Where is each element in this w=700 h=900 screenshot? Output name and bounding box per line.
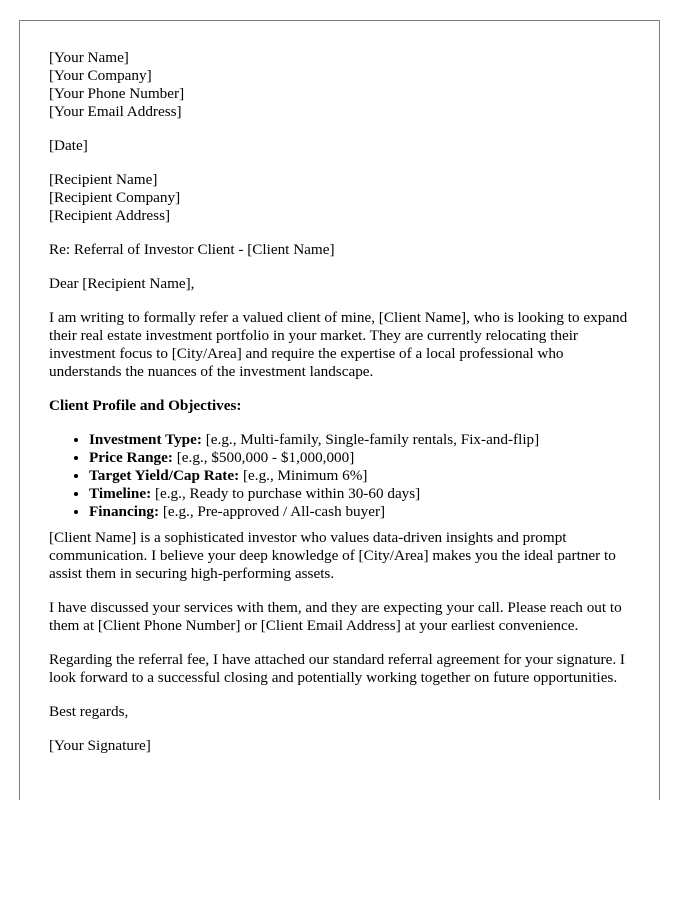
profile-item-value: [e.g., Multi-family, Single-family rentals, Fix-and-flip] — [201, 431, 540, 448]
sender-block — [49, 49, 639, 121]
subject-line: Re: Referral of Investor Client - [Client Name] — [49, 241, 335, 258]
profile-item-target-yield — [89, 467, 639, 485]
profile-item-label: Investment Type: — [89, 431, 202, 448]
letter-page — [19, 20, 660, 800]
client-paragraph: [Client Name] is a sophisticated investor who values data-driven insights and prompt communication. I believe your deep knowledge of [City/Area] makes you the ideal partner to assist them in securing high-performing assets. — [49, 529, 616, 582]
sender-company: [Your Company] — [49, 67, 152, 84]
sender-name: [Your Name] — [49, 49, 129, 66]
profile-list — [49, 431, 639, 521]
contact-paragraph: I have discussed your services with them, and they are expecting your call. Please reach out to them at [Client Phone Number] or [Client Email Address] at your earliest convenience. — [49, 599, 622, 634]
letter-body — [49, 49, 639, 771]
profile-item-label: Price Range: — [89, 449, 173, 466]
recipient-block — [49, 171, 639, 225]
fee-paragraph: Regarding the referral fee, I have attached our standard referral agreement for your signature. I look forward to a successful closing and potentially working together on future opportunities. — [49, 651, 625, 686]
profile-item-value: [e.g., Minimum 6%] — [239, 467, 368, 484]
recipient-name: [Recipient Name] — [49, 171, 158, 188]
profile-item-price-range — [89, 449, 639, 467]
profile-item-investment-type — [89, 431, 639, 449]
intro-paragraph: I am writing to formally refer a valued client of mine, [Client Name], who is looking to expand their real estate investment portfolio in your market. They are currently relocating their investment focus to [City/Area] and require the expertise of a local professional who understands the nuances of the investment landscape. — [49, 309, 628, 380]
salutation: Dear [Recipient Name], — [49, 275, 195, 292]
profile-item-label: Timeline: — [89, 485, 152, 502]
profile-item-financing — [89, 503, 639, 521]
profile-item-label: Target Yield/Cap Rate: — [89, 467, 240, 484]
sender-email: [Your Email Address] — [49, 103, 182, 120]
signature: [Your Signature] — [49, 737, 151, 754]
recipient-company: [Recipient Company] — [49, 189, 181, 206]
profile-heading: Client Profile and Objectives: — [49, 397, 242, 414]
profile-item-value: [e.g., $500,000 - $1,000,000] — [172, 449, 355, 466]
profile-item-value: [e.g., Ready to purchase within 30-60 days] — [151, 485, 421, 502]
sender-phone: [Your Phone Number] — [49, 85, 185, 102]
profile-item-value: [e.g., Pre-approved / All-cash buyer] — [159, 503, 386, 520]
closing: Best regards, — [49, 703, 129, 720]
letter-date: [Date] — [49, 137, 88, 154]
profile-item-label: Financing: — [89, 503, 160, 520]
recipient-address: [Recipient Address] — [49, 207, 171, 224]
profile-item-timeline — [89, 485, 639, 503]
